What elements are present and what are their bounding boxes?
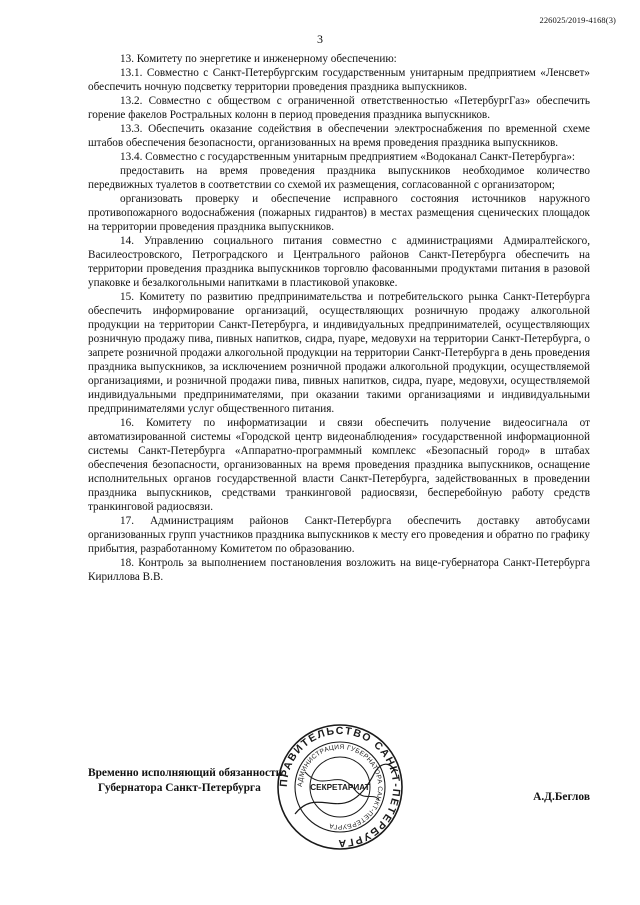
paragraph-13-4-b: организовать проверку и обеспечение исправного состояния источников наружного противопожарного водоснабжения (пожарных гидрантов) в местах размещения сценических площадок на территории проведения праздника выпускников.: [88, 193, 590, 233]
paragraph-13-4-a: предоставить на время проведения праздника выпускников необходимое количество передвижных туалетов в соответствии со схемой их размещения, согласованной с организатором;: [88, 165, 590, 191]
signer-title-line2: Губернатора Санкт-Петербурга: [98, 782, 261, 794]
paragraph-13: 13. Комитету по энергетике и инженерному обеспечению:: [120, 53, 397, 65]
stamp-center-text: СЕКРЕТАРИАТ: [310, 783, 370, 792]
paragraph-13-1: 13.1. Совместно с Санкт-Петербургским государственным унитарным предприятием «Ленсвет» обеспечить ночную подсветку территории проведения праздника выпускников.: [88, 67, 590, 93]
paragraph-17: 17. Администрациям районов Санкт-Петербурга обеспечить доставку автобусами организованных групп участников праздника выпускников к месту его проведения и обратно по графику прибытия, разработанному Комитетом по образованию.: [88, 515, 590, 555]
official-seal-stamp: [275, 722, 405, 852]
paragraph-13-2: 13.2. Совместно с обществом с ограниченной ответственностью «ПетербургГаз» обеспечить горение факелов Ростральных колонн в период проведения праздника выпускников.: [88, 95, 590, 121]
paragraph-15: 15. Комитету по развитию предпринимательства и потребительского рынка Санкт-Петербурга обеспечить информирование организаций, осуществляющих розничную продажу алкогольной продукции на территории Санкт-Петербурга, и индивидуальных предпринимателей, осуществляющих розничную продажу пива, пивных напитков, сидра, пуаре, медовухи на территории Санкт-Петербурга, о запрете розничной продажи алкогольной продукции на территории Санкт-Петербурга в день проведения праздника выпускников, за исключением розничной продажи алкогольной продукции, осуществляемой организациями, и розничной продажи пива, пивных напитков, сидра, пуаре, медовухи, осуществляемой индивидуальными предпринимателями, при оказании такими организациями и индивидуальными предпринимателями услуг общественного питания.: [88, 291, 590, 415]
signer-title-line1: Временно исполняющий обязанности: [88, 767, 283, 779]
paragraph-18: 18. Контроль за выполнением постановления возложить на вице-губернатора Санкт-Петербурга Кириллова В.В.: [88, 557, 590, 583]
paragraph-13-3: 13.3. Обеспечить оказание содействия в обеспечении электроснабжения по временной схеме штабов обеспечения безопасности, организованных на время проведения праздника выпускников.: [88, 123, 590, 149]
document-body: [88, 52, 590, 584]
signer-name: А.Д.Беглов: [533, 791, 590, 803]
document-number: 226025/2019-4168(3): [539, 15, 616, 25]
stamp-inner-text: АДМИНИСТРАЦИЯ ГУБЕРНАТОРА САНКТ-ПЕТЕРБУРГА: [296, 743, 384, 831]
page-number: 3: [317, 32, 323, 46]
paragraph-13-4: 13.4. Совместно с государственным унитарным предприятием «Водоканал Санкт-Петербурга»:: [120, 151, 576, 163]
paragraph-14: 14. Управлению социального питания совместно с администрациями Адмиралтейского, Василеостровского, Петроградского и Центрального районов Санкт-Петербурга обеспечить на территории проведения праздника выпускников торговлю фасованными продуктами питания в разовой упаковке и безалкогольными напитками в пластиковой упаковке.: [88, 235, 590, 289]
paragraph-16: 16. Комитету по информатизации и связи обеспечить получение видеосигнала от автоматизированной системы «Городской центр видеонаблюдения» государственной информационной системы Санкт-Петербурга «Аппаратно-программный комплекс «Безопасный город» в штабах обеспечения безопасности, организованных на время проведения праздника выпускников, оснащение исполнительных органов государственной власти Санкт-Петербурга, задействованных в проведении праздника выпускников, средствами транкинговой радиосвязи, бесперебойную работу средств транкинговой радиосвязи.: [88, 417, 590, 513]
stamp-outer-text: ПРАВИТЕЛЬСТВО САНКТ-ПЕТЕРБУРГА: [277, 724, 403, 850]
